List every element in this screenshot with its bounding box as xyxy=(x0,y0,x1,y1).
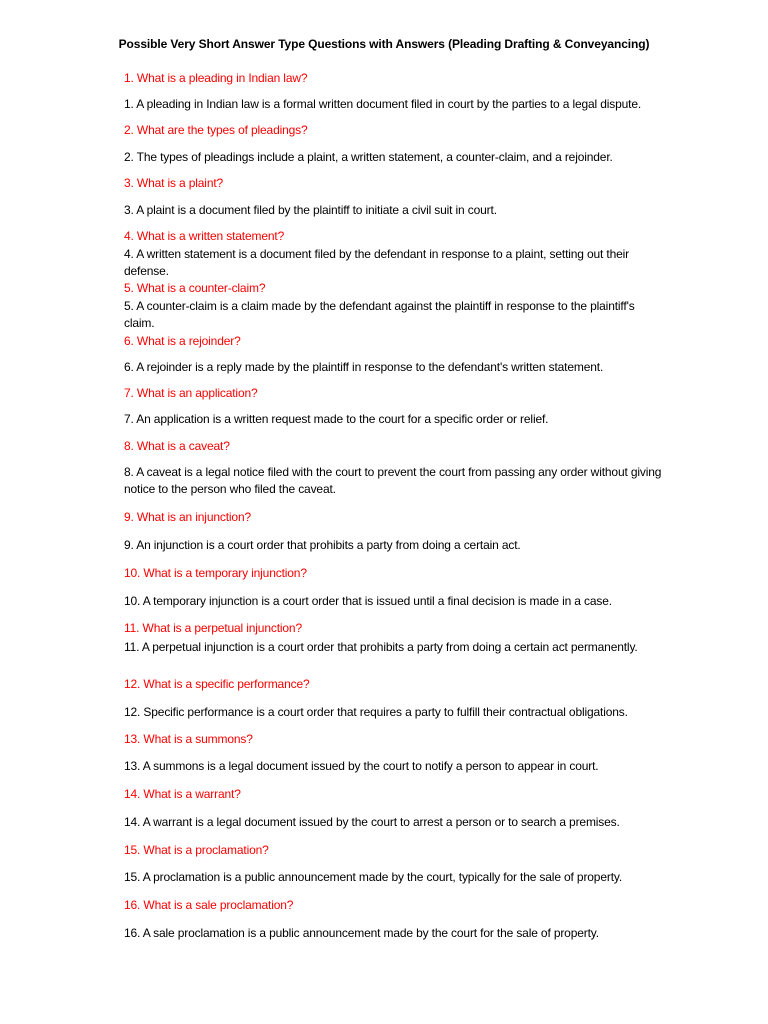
question-13: 13. What is a summons? xyxy=(124,732,253,746)
question-16: 16. What is a sale proclamation? xyxy=(124,898,294,912)
question-2: 2. What are the types of pleadings? xyxy=(124,123,308,137)
question-15: 15. What is a proclamation? xyxy=(124,843,269,857)
document-title: Possible Very Short Answer Type Questions with Answers (Pleading Drafting & Conveyancing) xyxy=(118,37,650,51)
question-8: 8. What is a caveat? xyxy=(124,439,230,453)
question-12: 12. What is a specific performance? xyxy=(124,677,310,691)
question-3: 3. What is a plaint? xyxy=(124,176,224,190)
question-11: 11. What is a perpetual injunction? xyxy=(124,621,302,635)
question-1: 1. What is a pleading in Indian law? xyxy=(124,71,308,85)
answer-8: 8. A caveat is a legal notice filed with the court to prevent the court from passing any order without giving notice to the person who filed the caveat. xyxy=(124,465,662,496)
answer-4: 4. A written statement is a document filed by the defendant in response to a plaint, setting out their defense. xyxy=(124,247,630,278)
answer-9: 9. An injunction is a court order that prohibits a party from doing a certain act. xyxy=(124,538,521,552)
question-7: 7. What is an application? xyxy=(124,386,258,400)
question-4: 4. What is a written statement? xyxy=(124,229,285,243)
question-5: 5. What is a counter-claim? xyxy=(124,281,266,295)
question-14: 14. What is a warrant? xyxy=(124,787,241,801)
answer-12: 12. Specific performance is a court order that requires a party to fulfill their contractual obligations. xyxy=(124,705,628,719)
answer-6: 6. A rejoinder is a reply made by the plaintiff in response to the defendant's written statement. xyxy=(124,360,604,374)
answer-15: 15. A proclamation is a public announcement made by the court, typically for the sale of property. xyxy=(124,870,623,884)
answer-3: 3. A plaint is a document filed by the plaintiff to initiate a civil suit in court. xyxy=(124,203,497,217)
answer-1: 1. A pleading in Indian law is a formal written document filed in court by the parties to a legal dispute. xyxy=(124,97,642,111)
answer-5: 5. A counter-claim is a claim made by the defendant against the plaintiff in response to the plaintiff's claim. xyxy=(124,299,635,330)
question-10: 10. What is a temporary injunction? xyxy=(124,566,307,580)
answer-13: 13. A summons is a legal document issued by the court to notify a person to appear in court. xyxy=(124,759,599,773)
answer-16: 16. A sale proclamation is a public announcement made by the court for the sale of property. xyxy=(124,926,599,940)
answer-2: 2. The types of pleadings include a plaint, a written statement, a counter-claim, and a rejoinder. xyxy=(124,150,613,164)
answer-11: 11. A perpetual injunction is a court order that prohibits a party from doing a certain act permanently. xyxy=(124,640,638,654)
question-6: 6. What is a rejoinder? xyxy=(124,334,241,348)
answer-10: 10. A temporary injunction is a court order that is issued until a final decision is made in a case. xyxy=(124,594,612,608)
answer-7: 7. An application is a written request made to the court for a specific order or relief. xyxy=(124,412,549,426)
question-9: 9. What is an injunction? xyxy=(124,510,251,524)
answer-14: 14. A warrant is a legal document issued by the court to arrest a person or to search a premises. xyxy=(124,815,620,829)
